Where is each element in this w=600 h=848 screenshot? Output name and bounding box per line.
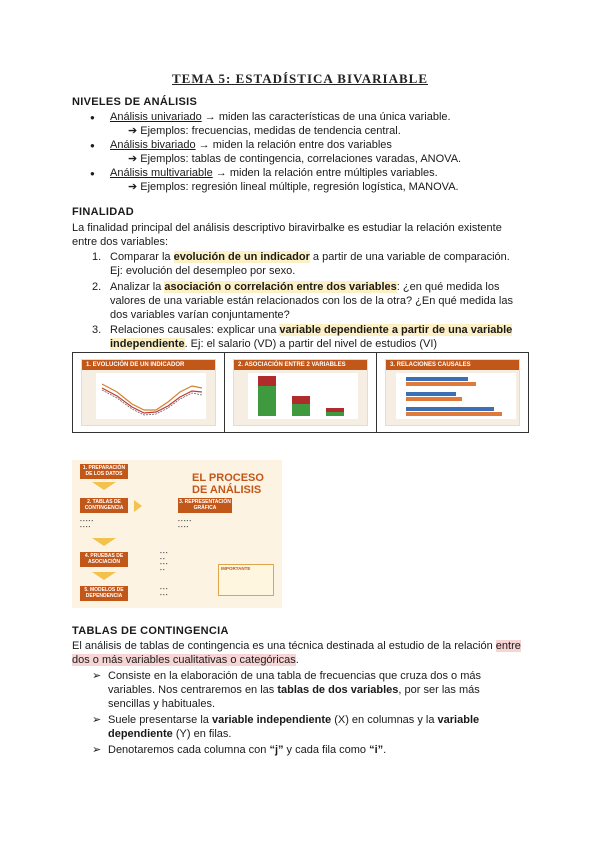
title-line: EL PROCESO xyxy=(192,472,264,484)
text: a partir de una variable de comparación. xyxy=(309,251,510,263)
highlight: asociación o correlación entre dos variables xyxy=(164,281,397,293)
text: . Ej: el salario (VD) a partir del nivel de estudios (VI) xyxy=(184,338,438,350)
panel-evolucion xyxy=(73,353,225,432)
highlight: entre xyxy=(495,640,521,652)
list-item xyxy=(110,138,392,152)
num: 2. xyxy=(92,281,102,293)
text: variables. Nos centraremos en las xyxy=(108,684,278,696)
term: Análisis multivariable xyxy=(110,167,213,179)
example-line: ➔ Ejemplos: regresión lineal múltiple, regresión logística, MANOVA. xyxy=(128,181,459,193)
list-item xyxy=(108,713,479,727)
step-4: 4. PRUEBAS DE ASOCIACIÓN xyxy=(80,552,128,567)
text: y cada fila como xyxy=(283,744,370,756)
important-note xyxy=(218,564,274,596)
step-2: 2. TABLAS DE CONTINGENCIA xyxy=(80,498,128,513)
text: El análisis de tablas de contingencia es una técnica destinada al estudio de la relación xyxy=(72,640,496,652)
list-item xyxy=(110,280,499,294)
example: Ejemplos: tablas de contingencia, correlaciones varadas, ANOVA. xyxy=(140,153,462,165)
desc: → miden la relación entre dos variables xyxy=(195,139,392,151)
text: Analizar la xyxy=(110,281,165,293)
example: Ejemplos: regresión lineal múltiple, regresión logística, MANOVA. xyxy=(140,181,459,193)
text: : ¿en qué medida los xyxy=(396,281,500,293)
text: Denotaremos cada columna con xyxy=(108,744,270,756)
text: . xyxy=(295,654,299,666)
arrow-icon xyxy=(92,538,116,546)
arrow-bullet-icon: ➢ xyxy=(92,714,102,726)
num: 1. xyxy=(92,251,102,263)
list-item xyxy=(110,323,512,337)
bold: tablas de dos variables xyxy=(277,684,399,696)
term: Análisis bivariado xyxy=(110,139,196,151)
section-heading-niveles: NIVELES DE ANÁLISIS xyxy=(72,96,198,108)
example-line: ➔ Ejemplos: tablas de contingencia, correlaciones varadas, ANOVA. xyxy=(128,153,462,165)
term: Análisis univariado xyxy=(110,111,202,123)
bold: variable xyxy=(437,714,480,726)
highlight: variable dependiente a partir de una variable xyxy=(279,324,513,336)
desc: → miden la relación entre múltiples variables. xyxy=(212,167,438,179)
highlight: dos o más variables cualitativas o categóricas xyxy=(72,654,296,666)
text: Ej: evolución del desempleo por sexo. xyxy=(110,265,296,277)
step-5-notes: ▪ ▪ ▪ ▪ ▪ ▪ xyxy=(160,586,168,597)
paragraph xyxy=(72,639,521,653)
list-item xyxy=(110,166,438,180)
highlight: independiente xyxy=(110,338,185,350)
note-title: IMPORTANTE xyxy=(221,566,251,571)
arrow-bullet-icon: ➢ xyxy=(92,744,102,756)
list-item xyxy=(108,683,480,697)
bold: “j” xyxy=(269,744,284,756)
panel-title: 3. RELACIONES CAUSALES xyxy=(386,360,519,370)
panel-title: 2. ASOCIACIÓN ENTRE 2 VARIABLES xyxy=(234,360,367,370)
section-heading-tablas: TABLAS DE CONTINGENCIA xyxy=(72,625,229,637)
arrow-bullet-icon: ➢ xyxy=(92,670,102,682)
section-heading-finalidad: FINALIDAD xyxy=(72,206,134,218)
bold: “i” xyxy=(369,744,384,756)
arrow-icon xyxy=(92,572,116,580)
horizontal-bar-illustration xyxy=(386,370,521,422)
text: Comparar la xyxy=(110,251,174,263)
step-2-notes: ▪ ▪ ▪ ▪ ▪ ▪ ▪ ▪ ▪ xyxy=(80,518,93,529)
list-item xyxy=(110,250,510,264)
list-item xyxy=(110,110,451,124)
text: valores de una variable están relacionados con los de la otra? ¿En qué medida las xyxy=(110,295,513,307)
text: Consiste en la elaboración de una tabla de frecuencias que cruza dos o más xyxy=(108,670,482,682)
line-chart-illustration xyxy=(82,370,217,422)
figure-three-charts xyxy=(72,352,529,433)
text: . xyxy=(383,744,387,756)
highlight: evolución de un indicador xyxy=(173,251,310,263)
text: (Y) en filas. xyxy=(172,728,232,740)
process-title xyxy=(192,472,264,496)
step-4-notes: ▪ ▪ ▪ ▪ ▪ ▪ ▪ ▪ ▪ ▪ xyxy=(160,550,168,572)
arrow-right-icon xyxy=(134,500,142,512)
panel-causales xyxy=(377,353,528,432)
list-item xyxy=(110,337,437,351)
step-5: 5. MODELOS DE DEPENDENCIA xyxy=(80,586,128,601)
text: (X) en columnas y la xyxy=(331,714,438,726)
example: Ejemplos: frecuencias, medidas de tendencia central. xyxy=(140,125,401,137)
step-3-notes: ▪ ▪ ▪ ▪ ▪ ▪ ▪ ▪ ▪ xyxy=(178,518,191,529)
text: Relaciones causales: explicar una xyxy=(110,324,280,336)
text: Suele presentarse la xyxy=(108,714,212,726)
page-title: TEMA 5: ESTADÍSTICA BIVARIABLE xyxy=(171,71,428,86)
text: sencillas y habituales. xyxy=(108,698,216,710)
panel-title: 1. EVOLUCIÓN DE UN INDICADOR xyxy=(82,360,215,370)
text: dos variables varían conjuntamente? xyxy=(110,309,290,321)
stacked-bar-illustration xyxy=(234,370,369,422)
arrow-icon xyxy=(92,482,116,490)
step-3: 3. REPRESENTACIÓN GRÁFICA xyxy=(179,499,231,511)
bold: dependiente xyxy=(108,728,173,740)
step-1: 1. PREPARACIÓN DE LOS DATOS xyxy=(80,464,128,479)
num: 3. xyxy=(92,324,102,336)
process-infographic xyxy=(72,460,282,608)
paragraph: entre dos variables: xyxy=(72,236,168,248)
list-item xyxy=(108,727,231,741)
desc: → miden las características de una única variable. xyxy=(201,111,451,123)
title-line: DE ANÁLISIS xyxy=(192,484,262,496)
example-line: ➔ Ejemplos: frecuencias, medidas de tendencia central. xyxy=(128,125,401,137)
paragraph: La finalidad principal del análisis descriptivo biravirbalke es estudiar la relación existente xyxy=(72,222,502,234)
list-item xyxy=(108,743,386,757)
bold: variable independiente xyxy=(211,714,332,726)
paragraph xyxy=(72,653,299,667)
panel-asociacion xyxy=(225,353,377,432)
text: , por ser las más xyxy=(398,684,480,696)
